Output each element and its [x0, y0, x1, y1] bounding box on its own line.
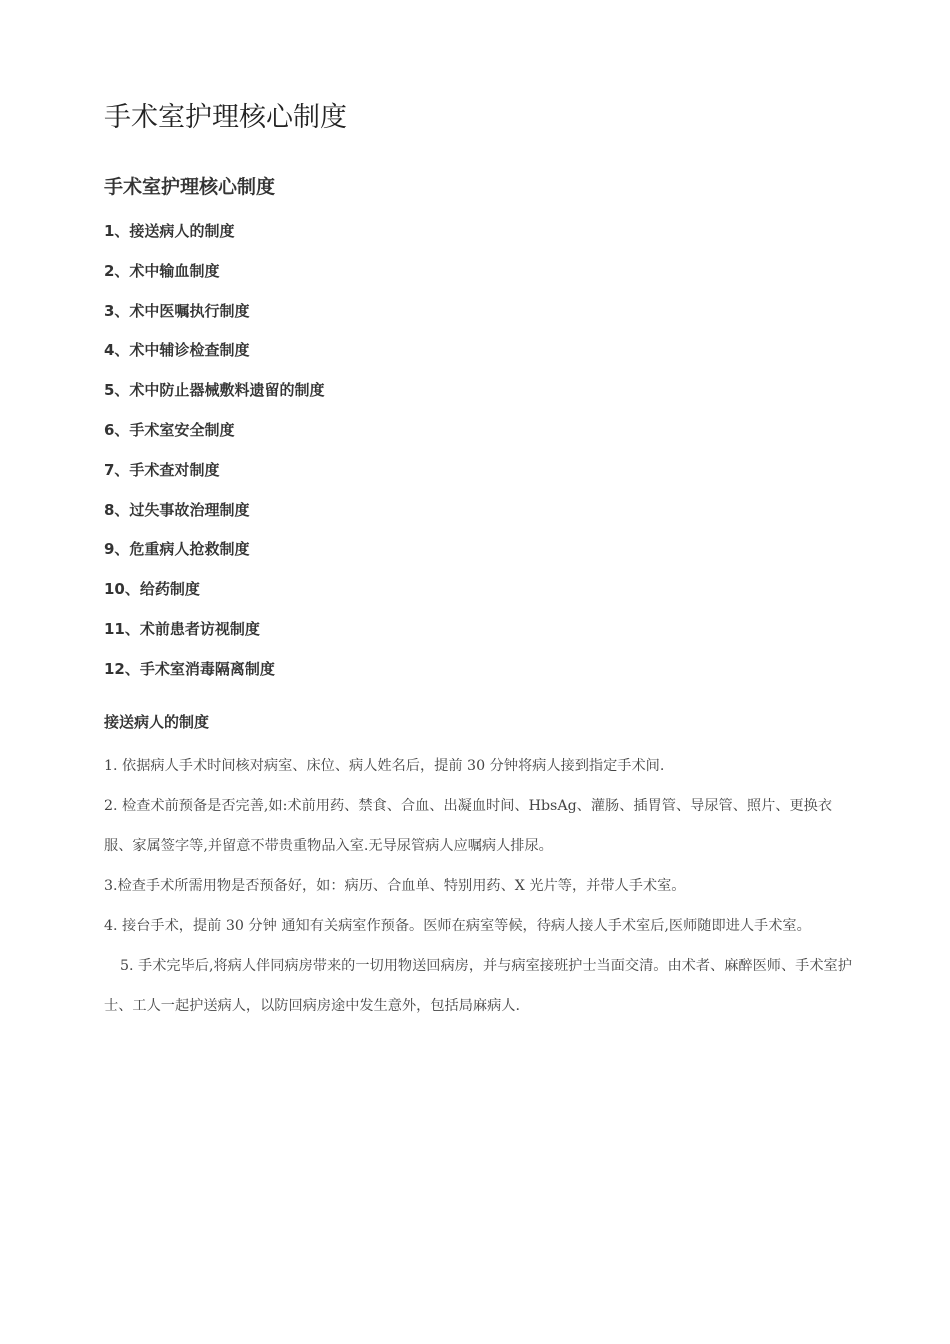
list-item: 10、给药制度 [104, 580, 200, 599]
list-item: 12、手术室消毒隔离制度 [104, 659, 275, 678]
subsection-heading: 接送病人的制度 [104, 713, 210, 731]
list-item: 11、术前患者访视制度 [104, 619, 260, 638]
paragraph: 1. 依据病人手术时间核对病室、床位、病人姓名后，提前 30 分钟将病人接到指定手术间. [104, 758, 665, 774]
list-item: 8、过失事故治理制度 [104, 500, 250, 519]
list-item: 1、接送病人的制度 [104, 222, 235, 240]
paragraph: 5. 手术完毕后,将病人伴同病房带来的一切用物送回病房，并与病室接班护士当面交清。由术者、麻醉医师、手术室护士、工人一起护送病人，以防回病房途中发生意外，包括局麻病人. [104, 958, 852, 1014]
section-body [104, 746, 854, 1026]
section-heading: 手术室护理核心制度 [104, 176, 276, 198]
list-item: 7、手术查对制度 [104, 460, 220, 479]
list-item: 2、术中输血制度 [104, 261, 220, 280]
paragraph: 3.检查手术所需用物是否预备好，如：病历、合血单、特别用药、X 光片等，并带人手术室。 [104, 878, 686, 894]
list-item: 9、危重病人抢救制度 [104, 540, 250, 559]
paragraph: 2. 检查术前预备是否完善,如:术前用药、禁食、合血、出凝血时间、HbsAg、灌肠、插胃管、导尿管、照片、更换衣服、家属签字等,并留意不带贵重物品入室.无导尿管病人应嘱病人排尿。 [104, 798, 833, 854]
list-item: 6、手术室安全制度 [104, 420, 235, 439]
regulation-list [104, 218, 324, 696]
paragraph: 4. 接台手术，提前 30 分钟 通知有关病室作预备。医师在病室等候，待病人接人手术室后,医师随即进人手术室。 [104, 918, 811, 934]
list-item: 5、术中防止器械敷料遗留的制度 [104, 381, 325, 400]
list-item: 3、术中医嘱执行制度 [104, 301, 250, 320]
list-item: 4、术中辅诊检查制度 [104, 341, 250, 360]
page-title: 手术室护理核心制度 [104, 102, 347, 133]
